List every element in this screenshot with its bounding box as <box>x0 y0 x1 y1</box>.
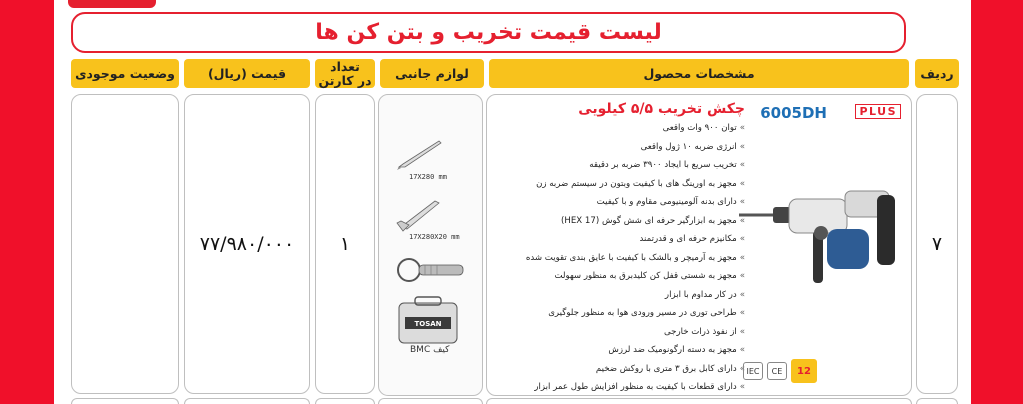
header-count-line2: در کارتن <box>318 72 372 88</box>
bullet-arrow-icon: » <box>739 141 745 152</box>
spec-text: طراحی توری در مسیر ورودی هوا به منظور جلوگیری <box>548 308 737 318</box>
bullet-arrow-icon: » <box>739 363 745 374</box>
next-row-edge <box>71 398 179 404</box>
next-row-edge <box>916 398 958 404</box>
carry-case-icon <box>397 295 459 345</box>
header-count <box>315 59 375 88</box>
next-row-edge <box>315 398 375 404</box>
spec-text: تخریب سریع با ایجاد ۳۹۰۰ ضربه بر دقیقه <box>589 160 737 170</box>
header-price: قیمت (ریال) <box>184 59 310 88</box>
spec-text: انرژی ضربه ۱۰ ژول واقعی <box>640 141 737 152</box>
accessories-cell <box>378 94 483 396</box>
row-number: ۷ <box>931 233 943 255</box>
spec-line <box>491 175 745 194</box>
bullet-arrow-icon: » <box>739 382 745 392</box>
next-row-edge <box>486 398 912 404</box>
spec-text: دارای کابل برق ۳ متری با روکش ضخیم <box>595 363 737 374</box>
spec-line <box>491 267 745 286</box>
spec-line <box>491 360 745 379</box>
header-accessories: لوازم جانبی <box>380 59 484 88</box>
spec-line <box>491 138 745 157</box>
spec-text: از نفوذ ذرات خارجی <box>663 326 737 337</box>
spec-text: دارای بدنه آلومینیومی مقاوم و با کیفیت <box>596 197 737 207</box>
price-value: ۷۷/۹۸۰/۰۰۰ <box>199 233 295 255</box>
stock-value <box>72 95 178 393</box>
bullet-arrow-icon: » <box>739 234 745 244</box>
model-number: 6005DH <box>760 104 827 122</box>
spec-line <box>491 249 745 268</box>
spec-line <box>491 156 745 175</box>
bullet-arrow-icon: » <box>739 345 745 355</box>
spec-list <box>491 101 745 396</box>
spec-text: مجهز به آرمیچر و بالشک با کیفیت با عایق بندی تقویت شده <box>525 252 737 263</box>
spec-text: مجهز به ابزارگیر حرفه ای شش گوش (HEX 17) <box>561 215 737 226</box>
header-stock: وضعیت موجودی <box>71 59 179 88</box>
spec-text: دارای قطعات با کیفیت به منظور افزایش طول عمر ابزار <box>534 382 737 392</box>
case-brand: TOSAN <box>414 320 442 328</box>
price-sheet <box>54 0 971 404</box>
bullet-arrow-icon: » <box>739 271 745 281</box>
page-title: لیست قیمت تخریب و بتن کن ها <box>315 20 662 45</box>
demolition-hammer-image <box>737 185 907 305</box>
spec-line <box>491 378 745 396</box>
bullet-arrow-icon: » <box>739 252 745 263</box>
right-red-margin <box>971 0 1023 404</box>
spec-text: در کار مداوم با ابزار <box>664 289 737 300</box>
spec-text: مجهز به شستی قفل کن کلیدبرق به منظور سهولت <box>554 271 737 281</box>
iec-icon: IEC <box>743 362 763 380</box>
spec-line <box>491 119 745 138</box>
chisel2-size: 17X280X20 mm <box>409 233 460 241</box>
chisel-flat-icon <box>395 195 447 233</box>
left-red-margin <box>0 0 54 404</box>
specs-cell <box>486 94 912 396</box>
title-box <box>71 12 906 53</box>
bullet-arrow-icon: » <box>739 123 745 133</box>
spec-text: مجهز به دسته ارگونومیک ضد لرزش <box>608 345 737 355</box>
side-handle-icon <box>395 255 467 285</box>
bullet-arrow-icon: » <box>739 197 745 207</box>
stock-cell <box>71 94 179 394</box>
bullet-arrow-icon: » <box>739 160 745 170</box>
next-row-edge <box>184 398 310 404</box>
warranty-icon: 12 <box>791 359 817 383</box>
count-value: ۱ <box>339 233 351 255</box>
spec-line <box>491 304 745 323</box>
spec-line <box>491 230 745 249</box>
bullet-arrow-icon: » <box>739 178 745 189</box>
bullet-arrow-icon: » <box>739 326 745 337</box>
bullet-arrow-icon: » <box>739 215 745 226</box>
spec-line <box>491 212 745 231</box>
row-number-cell <box>916 94 958 394</box>
chisel-pointed-icon <box>395 137 447 171</box>
spec-text: مجهز به اورینگ های با کیفیت وبتون در سیستم ضربه زن <box>536 178 737 189</box>
header-count-line1: تعداد <box>330 59 360 75</box>
price-cell <box>184 94 310 394</box>
top-tab <box>68 0 156 8</box>
bullet-arrow-icon: » <box>739 308 745 318</box>
next-row-edge <box>378 398 483 404</box>
certifications <box>743 359 817 383</box>
spec-text: توان ۹۰۰ وات واقعی <box>662 123 737 133</box>
bullet-arrow-icon: » <box>739 289 745 300</box>
product-name: چکش تخریب ۵/۵ کیلویی <box>578 101 745 117</box>
case-label: کیف BMC <box>410 345 450 355</box>
spec-line <box>491 323 745 342</box>
spec-line <box>491 341 745 360</box>
brand-badge: PLUS <box>855 104 901 119</box>
spec-line <box>491 286 745 305</box>
spec-text: مکانیزم حرفه ای و قدرتمند <box>639 234 737 244</box>
ce-mark-icon: CE <box>767 362 787 380</box>
count-cell <box>315 94 375 394</box>
header-row: ردیف <box>915 59 959 88</box>
chisel1-size: 17X280 mm <box>409 173 447 181</box>
spec-line <box>491 193 745 212</box>
header-specs: مشخصات محصول <box>489 59 909 88</box>
